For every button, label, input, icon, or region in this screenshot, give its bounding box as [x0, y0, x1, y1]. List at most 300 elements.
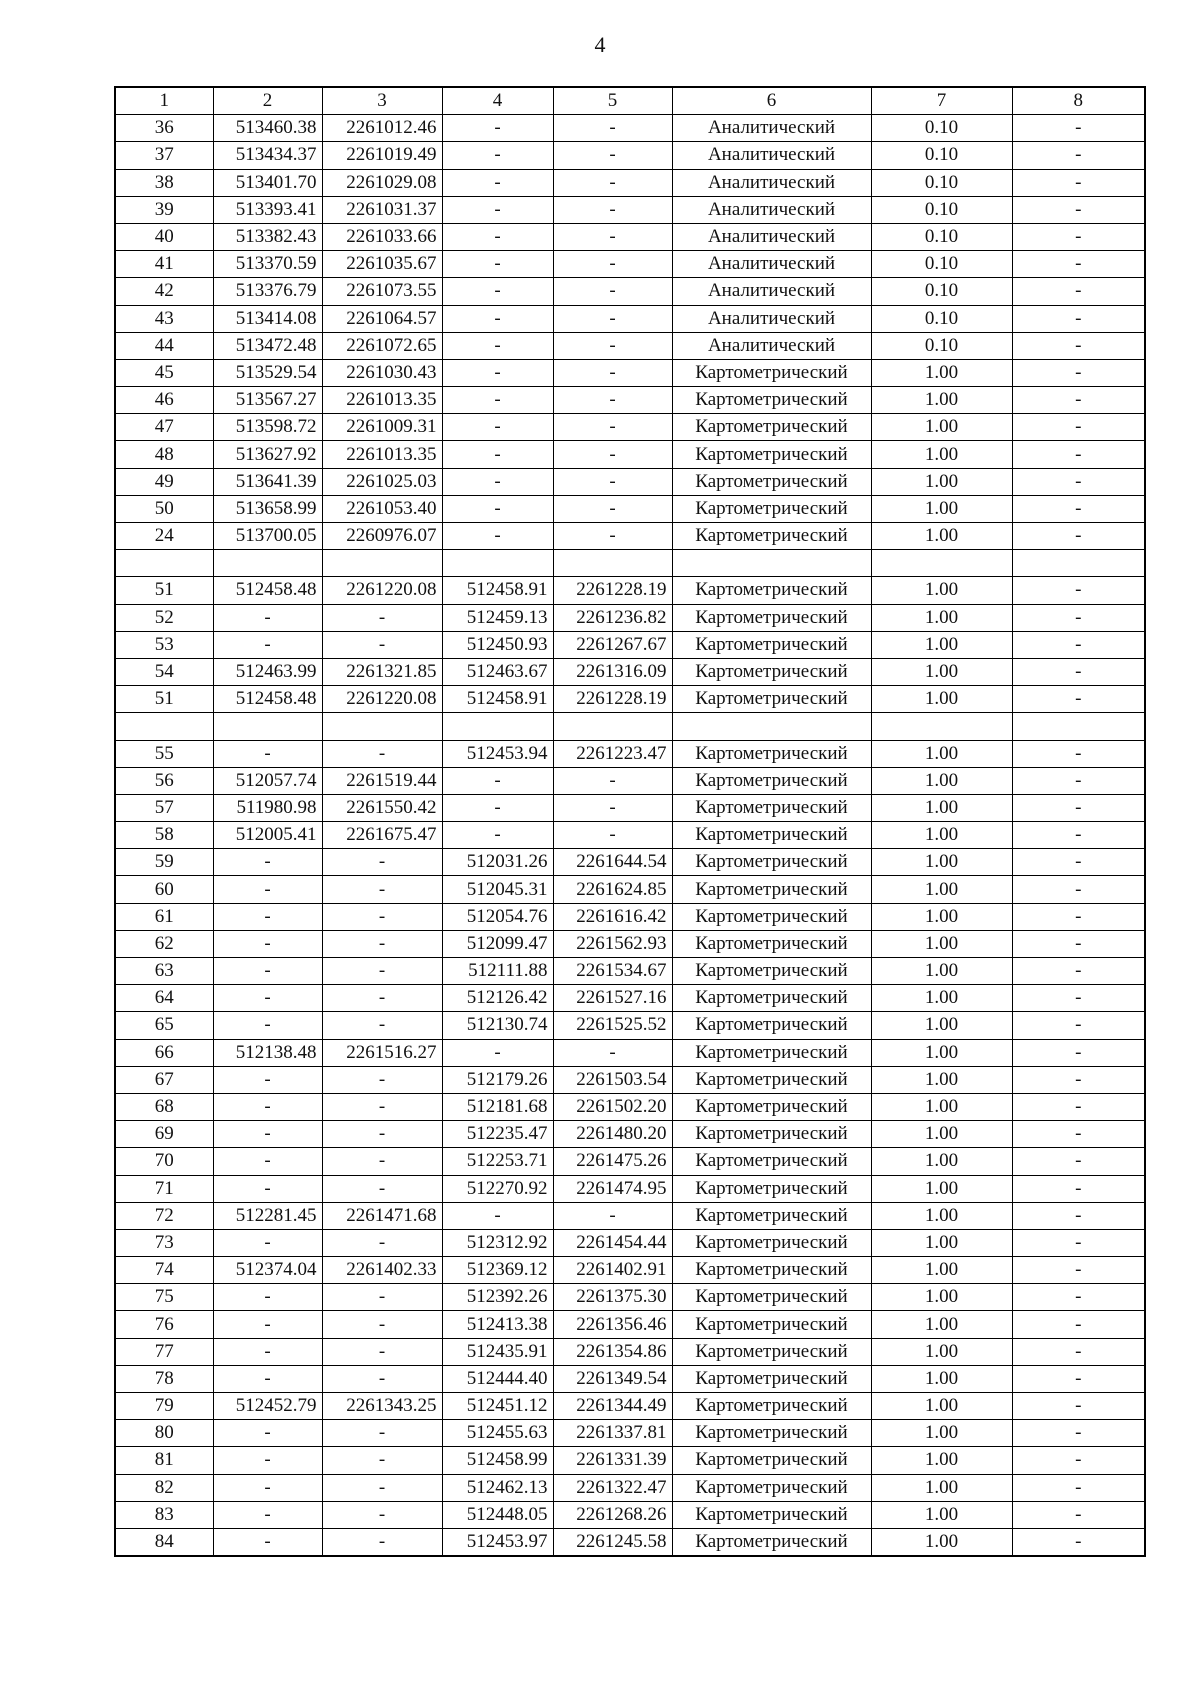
note-cell: -	[1012, 740, 1145, 767]
table-row	[115, 767, 1145, 794]
method-cell: Картометрический	[672, 1284, 871, 1311]
y-coordinate-cell: 2261031.37	[322, 196, 442, 223]
accuracy-cell: 1.00	[871, 1501, 1012, 1528]
point-number-cell: 55	[115, 740, 213, 767]
y-coordinate-cell: -	[322, 930, 442, 957]
x-coordinate-new-cell: -	[442, 523, 553, 550]
x-coordinate-cell: 513460.38	[213, 115, 322, 142]
y-coordinate-new-cell: 2261356.46	[553, 1311, 672, 1338]
y-coordinate-new-cell: 2261525.52	[553, 1012, 672, 1039]
method-cell: Картометрический	[672, 1012, 871, 1039]
note-cell: -	[1012, 1093, 1145, 1120]
method-cell: Аналитический	[672, 196, 871, 223]
y-coordinate-cell: -	[322, 1229, 442, 1256]
x-coordinate-new-cell: 512253.71	[442, 1148, 553, 1175]
note-cell: -	[1012, 115, 1145, 142]
table-row	[115, 713, 1145, 740]
y-coordinate-new-cell: -	[553, 441, 672, 468]
x-coordinate-new-cell: -	[442, 495, 553, 522]
y-coordinate-cell: 2261030.43	[322, 359, 442, 386]
x-coordinate-new-cell: 512450.93	[442, 631, 553, 658]
y-coordinate-cell: -	[322, 1365, 442, 1392]
point-number-cell: 56	[115, 767, 213, 794]
x-coordinate-cell: 513370.59	[213, 251, 322, 278]
coordinates-table	[114, 86, 1146, 1557]
x-coordinate-new-cell: -	[442, 359, 553, 386]
table-row	[115, 958, 1145, 985]
y-coordinate-cell: -	[322, 1284, 442, 1311]
x-coordinate-cell: 513658.99	[213, 495, 322, 522]
accuracy-cell: 1.00	[871, 794, 1012, 821]
y-coordinate-cell: 2261321.85	[322, 658, 442, 685]
y-coordinate-cell: -	[322, 1148, 442, 1175]
method-cell: Картометрический	[672, 767, 871, 794]
x-coordinate-cell: -	[213, 1447, 322, 1474]
y-coordinate-cell: -	[322, 903, 442, 930]
point-number-cell: 73	[115, 1229, 213, 1256]
point-number-cell: 37	[115, 142, 213, 169]
method-cell: Картометрический	[672, 1148, 871, 1175]
method-cell: Картометрический	[672, 958, 871, 985]
accuracy-cell: 1.00	[871, 1365, 1012, 1392]
point-number-cell: 44	[115, 332, 213, 359]
point-number-cell	[115, 713, 213, 740]
accuracy-cell: 0.10	[871, 196, 1012, 223]
header-col-3: 3	[322, 87, 442, 115]
point-number-cell: 72	[115, 1202, 213, 1229]
x-coordinate-cell: -	[213, 1420, 322, 1447]
x-coordinate-new-cell: -	[442, 767, 553, 794]
point-number-cell: 63	[115, 958, 213, 985]
table-row	[115, 822, 1145, 849]
x-coordinate-cell: 512452.79	[213, 1393, 322, 1420]
note-cell: -	[1012, 196, 1145, 223]
x-coordinate-new-cell: 512130.74	[442, 1012, 553, 1039]
x-coordinate-new-cell: 512458.91	[442, 686, 553, 713]
method-cell: Картометрический	[672, 523, 871, 550]
header-col-5: 5	[553, 87, 672, 115]
x-coordinate-cell: -	[213, 1311, 322, 1338]
accuracy-cell: 1.00	[871, 1474, 1012, 1501]
y-coordinate-cell: -	[322, 604, 442, 631]
accuracy-cell: 1.00	[871, 1257, 1012, 1284]
x-coordinate-cell: -	[213, 604, 322, 631]
table-row	[115, 1474, 1145, 1501]
accuracy-cell: 1.00	[871, 849, 1012, 876]
y-coordinate-new-cell: -	[553, 251, 672, 278]
method-cell: Картометрический	[672, 794, 871, 821]
note-cell: -	[1012, 1284, 1145, 1311]
y-coordinate-new-cell: 2261267.67	[553, 631, 672, 658]
point-number-cell: 62	[115, 930, 213, 957]
y-coordinate-new-cell: -	[553, 223, 672, 250]
note-cell: -	[1012, 958, 1145, 985]
x-coordinate-cell: 512458.48	[213, 577, 322, 604]
note-cell	[1012, 550, 1145, 577]
y-coordinate-cell: -	[322, 1093, 442, 1120]
accuracy-cell: 0.10	[871, 332, 1012, 359]
table-row	[115, 1012, 1145, 1039]
y-coordinate-new-cell: -	[553, 495, 672, 522]
accuracy-cell: 1.00	[871, 1311, 1012, 1338]
y-coordinate-new-cell	[553, 713, 672, 740]
y-coordinate-new-cell: 2261454.44	[553, 1229, 672, 1256]
note-cell: -	[1012, 903, 1145, 930]
x-coordinate-new-cell: -	[442, 115, 553, 142]
y-coordinate-new-cell: -	[553, 822, 672, 849]
point-number-cell: 52	[115, 604, 213, 631]
method-cell	[672, 713, 871, 740]
method-cell: Картометрический	[672, 1338, 871, 1365]
x-coordinate-cell: -	[213, 1175, 322, 1202]
x-coordinate-cell: -	[213, 740, 322, 767]
point-number-cell: 40	[115, 223, 213, 250]
y-coordinate-cell: 2261025.03	[322, 468, 442, 495]
x-coordinate-cell: 512281.45	[213, 1202, 322, 1229]
note-cell: -	[1012, 495, 1145, 522]
y-coordinate-new-cell	[553, 550, 672, 577]
y-coordinate-new-cell: -	[553, 468, 672, 495]
note-cell: -	[1012, 604, 1145, 631]
accuracy-cell: 1.00	[871, 359, 1012, 386]
note-cell: -	[1012, 822, 1145, 849]
method-cell: Картометрический	[672, 1066, 871, 1093]
method-cell: Картометрический	[672, 1501, 871, 1528]
table-row	[115, 1257, 1145, 1284]
x-coordinate-new-cell: 512453.94	[442, 740, 553, 767]
x-coordinate-cell: 512138.48	[213, 1039, 322, 1066]
point-number-cell: 65	[115, 1012, 213, 1039]
x-coordinate-cell: 513472.48	[213, 332, 322, 359]
accuracy-cell: 0.10	[871, 142, 1012, 169]
table-row	[115, 1121, 1145, 1148]
x-coordinate-cell	[213, 713, 322, 740]
point-number-cell: 24	[115, 523, 213, 550]
y-coordinate-new-cell: 2261644.54	[553, 849, 672, 876]
method-cell: Картометрический	[672, 849, 871, 876]
point-number-cell: 67	[115, 1066, 213, 1093]
accuracy-cell: 0.10	[871, 115, 1012, 142]
y-coordinate-cell: 2261073.55	[322, 278, 442, 305]
note-cell: -	[1012, 1447, 1145, 1474]
x-coordinate-new-cell: 512413.38	[442, 1311, 553, 1338]
table-row	[115, 196, 1145, 223]
note-cell: -	[1012, 876, 1145, 903]
accuracy-cell: 1.00	[871, 631, 1012, 658]
table-row	[115, 115, 1145, 142]
point-number-cell: 41	[115, 251, 213, 278]
y-coordinate-new-cell: 2261624.85	[553, 876, 672, 903]
x-coordinate-new-cell: -	[442, 794, 553, 821]
point-number-cell: 49	[115, 468, 213, 495]
accuracy-cell: 1.00	[871, 441, 1012, 468]
x-coordinate-new-cell: 512270.92	[442, 1175, 553, 1202]
x-coordinate-cell: 512374.04	[213, 1257, 322, 1284]
y-coordinate-cell	[322, 550, 442, 577]
y-coordinate-new-cell: 2261502.20	[553, 1093, 672, 1120]
y-coordinate-cell: 2261072.65	[322, 332, 442, 359]
point-number-cell: 78	[115, 1365, 213, 1392]
table-row	[115, 686, 1145, 713]
y-coordinate-cell: 2261519.44	[322, 767, 442, 794]
method-cell: Картометрический	[672, 985, 871, 1012]
y-coordinate-new-cell: 2261527.16	[553, 985, 672, 1012]
x-coordinate-new-cell: 512462.13	[442, 1474, 553, 1501]
point-number-cell: 42	[115, 278, 213, 305]
x-coordinate-new-cell: 512312.92	[442, 1229, 553, 1256]
accuracy-cell: 1.00	[871, 495, 1012, 522]
x-coordinate-new-cell: 512392.26	[442, 1284, 553, 1311]
method-cell: Картометрический	[672, 414, 871, 441]
x-coordinate-new-cell: 512453.97	[442, 1528, 553, 1556]
method-cell: Картометрический	[672, 495, 871, 522]
note-cell: -	[1012, 332, 1145, 359]
table-row	[115, 359, 1145, 386]
x-coordinate-new-cell: -	[442, 223, 553, 250]
accuracy-cell: 1.00	[871, 767, 1012, 794]
accuracy-cell: 1.00	[871, 1093, 1012, 1120]
x-coordinate-new-cell: 512459.13	[442, 604, 553, 631]
point-number-cell: 69	[115, 1121, 213, 1148]
method-cell: Аналитический	[672, 251, 871, 278]
y-coordinate-new-cell: 2261349.54	[553, 1365, 672, 1392]
point-number-cell: 54	[115, 658, 213, 685]
note-cell: -	[1012, 1528, 1145, 1556]
table-row	[115, 414, 1145, 441]
note-cell: -	[1012, 985, 1145, 1012]
x-coordinate-cell: -	[213, 1229, 322, 1256]
y-coordinate-cell	[322, 713, 442, 740]
x-coordinate-cell	[213, 550, 322, 577]
y-coordinate-new-cell: -	[553, 332, 672, 359]
point-number-cell: 46	[115, 387, 213, 414]
point-number-cell: 84	[115, 1528, 213, 1556]
method-cell: Картометрический	[672, 604, 871, 631]
y-coordinate-new-cell: 2261245.58	[553, 1528, 672, 1556]
y-coordinate-new-cell: 2261475.26	[553, 1148, 672, 1175]
point-number-cell: 43	[115, 305, 213, 332]
method-cell: Аналитический	[672, 278, 871, 305]
x-coordinate-new-cell: 512463.67	[442, 658, 553, 685]
x-coordinate-cell: -	[213, 930, 322, 957]
y-coordinate-cell: -	[322, 740, 442, 767]
table-row	[115, 985, 1145, 1012]
x-coordinate-cell: 512463.99	[213, 658, 322, 685]
table-row	[115, 523, 1145, 550]
note-cell: -	[1012, 1039, 1145, 1066]
x-coordinate-cell: 513414.08	[213, 305, 322, 332]
accuracy-cell: 1.00	[871, 1012, 1012, 1039]
x-coordinate-cell: 513567.27	[213, 387, 322, 414]
method-cell: Аналитический	[672, 169, 871, 196]
y-coordinate-new-cell: 2261331.39	[553, 1447, 672, 1474]
point-number-cell: 83	[115, 1501, 213, 1528]
x-coordinate-new-cell: 512179.26	[442, 1066, 553, 1093]
table-row	[115, 387, 1145, 414]
y-coordinate-new-cell: 2261236.82	[553, 604, 672, 631]
point-number-cell: 51	[115, 577, 213, 604]
y-coordinate-cell: 2261064.57	[322, 305, 442, 332]
x-coordinate-cell: 512005.41	[213, 822, 322, 849]
note-cell: -	[1012, 686, 1145, 713]
table-row	[115, 658, 1145, 685]
y-coordinate-new-cell: 2261616.42	[553, 903, 672, 930]
table-row	[115, 740, 1145, 767]
x-coordinate-new-cell: 512235.47	[442, 1121, 553, 1148]
x-coordinate-new-cell: -	[442, 414, 553, 441]
x-coordinate-cell: -	[213, 1501, 322, 1528]
method-cell: Картометрический	[672, 686, 871, 713]
y-coordinate-cell: 2261019.49	[322, 142, 442, 169]
x-coordinate-new-cell: -	[442, 278, 553, 305]
x-coordinate-new-cell: -	[442, 1039, 553, 1066]
note-cell	[1012, 713, 1145, 740]
note-cell: -	[1012, 468, 1145, 495]
point-number-cell: 66	[115, 1039, 213, 1066]
x-coordinate-cell: -	[213, 1474, 322, 1501]
x-coordinate-new-cell: 512181.68	[442, 1093, 553, 1120]
table-row	[115, 903, 1145, 930]
table-row	[115, 550, 1145, 577]
table-row	[115, 169, 1145, 196]
accuracy-cell: 1.00	[871, 1148, 1012, 1175]
method-cell: Картометрический	[672, 1039, 871, 1066]
page-number: 4	[594, 32, 606, 57]
x-coordinate-new-cell: 512054.76	[442, 903, 553, 930]
x-coordinate-new-cell: 512458.91	[442, 577, 553, 604]
accuracy-cell: 1.00	[871, 1121, 1012, 1148]
point-number-cell: 68	[115, 1093, 213, 1120]
x-coordinate-cell: 513393.41	[213, 196, 322, 223]
header-col-7: 7	[871, 87, 1012, 115]
y-coordinate-cell: 2261013.35	[322, 441, 442, 468]
table-row	[115, 1175, 1145, 1202]
point-number-cell: 39	[115, 196, 213, 223]
note-cell: -	[1012, 767, 1145, 794]
y-coordinate-cell: 2261516.27	[322, 1039, 442, 1066]
y-coordinate-new-cell: 2261402.91	[553, 1257, 672, 1284]
point-number-cell: 57	[115, 794, 213, 821]
table-row	[115, 495, 1145, 522]
accuracy-cell: 1.00	[871, 1202, 1012, 1229]
x-coordinate-cell: 513376.79	[213, 278, 322, 305]
accuracy-cell: 1.00	[871, 958, 1012, 985]
table-row	[115, 876, 1145, 903]
y-coordinate-new-cell: 2261562.93	[553, 930, 672, 957]
header-col-1: 1	[115, 87, 213, 115]
y-coordinate-new-cell: -	[553, 414, 672, 441]
table-row	[115, 251, 1145, 278]
y-coordinate-new-cell: -	[553, 142, 672, 169]
x-coordinate-new-cell: -	[442, 169, 553, 196]
note-cell: -	[1012, 305, 1145, 332]
table-header-row	[115, 87, 1145, 115]
accuracy-cell: 1.00	[871, 876, 1012, 903]
method-cell: Картометрический	[672, 1393, 871, 1420]
method-cell: Картометрический	[672, 822, 871, 849]
y-coordinate-cell: 2261402.33	[322, 1257, 442, 1284]
x-coordinate-new-cell: 512369.12	[442, 1257, 553, 1284]
point-number-cell: 53	[115, 631, 213, 658]
x-coordinate-cell: -	[213, 1093, 322, 1120]
note-cell: -	[1012, 441, 1145, 468]
x-coordinate-new-cell: 512448.05	[442, 1501, 553, 1528]
y-coordinate-cell: 2261033.66	[322, 223, 442, 250]
y-coordinate-new-cell: 2261268.26	[553, 1501, 672, 1528]
note-cell: -	[1012, 1148, 1145, 1175]
table-row	[115, 223, 1145, 250]
x-coordinate-cell: 513700.05	[213, 523, 322, 550]
accuracy-cell: 0.10	[871, 169, 1012, 196]
method-cell: Картометрический	[672, 1474, 871, 1501]
accuracy-cell: 1.00	[871, 985, 1012, 1012]
x-coordinate-cell: -	[213, 958, 322, 985]
y-coordinate-new-cell: -	[553, 523, 672, 550]
y-coordinate-new-cell: -	[553, 387, 672, 414]
y-coordinate-cell: -	[322, 1338, 442, 1365]
x-coordinate-new-cell: -	[442, 332, 553, 359]
x-coordinate-cell: -	[213, 1365, 322, 1392]
x-coordinate-new-cell: -	[442, 305, 553, 332]
x-coordinate-new-cell: 512045.31	[442, 876, 553, 903]
point-number-cell: 79	[115, 1393, 213, 1420]
y-coordinate-cell: 2261343.25	[322, 1393, 442, 1420]
point-number-cell: 48	[115, 441, 213, 468]
table-row	[115, 1528, 1145, 1556]
y-coordinate-cell: -	[322, 1012, 442, 1039]
method-cell: Картометрический	[672, 930, 871, 957]
y-coordinate-new-cell: 2261534.67	[553, 958, 672, 985]
y-coordinate-cell: -	[322, 1311, 442, 1338]
point-number-cell: 61	[115, 903, 213, 930]
accuracy-cell: 1.00	[871, 1229, 1012, 1256]
accuracy-cell: 0.10	[871, 305, 1012, 332]
table-row	[115, 1229, 1145, 1256]
y-coordinate-cell: 2261220.08	[322, 686, 442, 713]
y-coordinate-cell: 2261013.35	[322, 387, 442, 414]
method-cell: Картометрический	[672, 740, 871, 767]
point-number-cell: 76	[115, 1311, 213, 1338]
x-coordinate-cell: -	[213, 1338, 322, 1365]
accuracy-cell: 1.00	[871, 930, 1012, 957]
method-cell: Картометрический	[672, 1202, 871, 1229]
x-coordinate-new-cell	[442, 713, 553, 740]
y-coordinate-cell: -	[322, 985, 442, 1012]
note-cell: -	[1012, 387, 1145, 414]
x-coordinate-new-cell: 512435.91	[442, 1338, 553, 1365]
header-col-2: 2	[213, 87, 322, 115]
table-row	[115, 1093, 1145, 1120]
x-coordinate-cell: -	[213, 1528, 322, 1556]
table-row	[115, 1066, 1145, 1093]
point-number-cell: 75	[115, 1284, 213, 1311]
header-col-6: 6	[672, 87, 871, 115]
y-coordinate-new-cell: 2261322.47	[553, 1474, 672, 1501]
accuracy-cell: 0.10	[871, 251, 1012, 278]
x-coordinate-cell: 513627.92	[213, 441, 322, 468]
method-cell: Картометрический	[672, 1420, 871, 1447]
note-cell: -	[1012, 1420, 1145, 1447]
table-row	[115, 1447, 1145, 1474]
y-coordinate-new-cell: 2261337.81	[553, 1420, 672, 1447]
note-cell: -	[1012, 1202, 1145, 1229]
x-coordinate-cell: 513382.43	[213, 223, 322, 250]
x-coordinate-cell: 511980.98	[213, 794, 322, 821]
table-row	[115, 1393, 1145, 1420]
x-coordinate-cell: -	[213, 1148, 322, 1175]
x-coordinate-cell: -	[213, 1012, 322, 1039]
accuracy-cell: 1.00	[871, 1528, 1012, 1556]
